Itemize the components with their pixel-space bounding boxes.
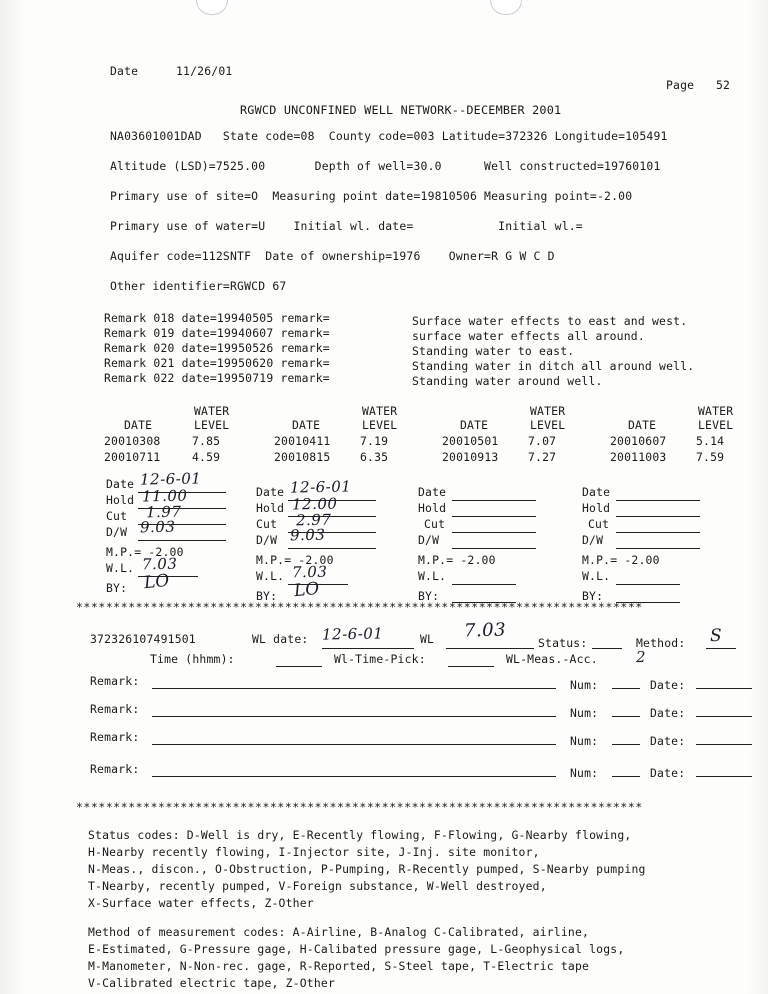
wl-col-3-row-0-date: 20010607 (610, 434, 667, 448)
form-1-cut-value[interactable]: 2.97 (295, 510, 332, 530)
form-3-dw-label: D/W (582, 533, 604, 547)
form-1-dw-label: D/W (256, 533, 278, 547)
form-0-dw-value[interactable]: 9.03 (139, 517, 176, 537)
remark-text-4: Standing water around well. (412, 374, 603, 388)
date-value: 11/26/01 (176, 64, 233, 78)
remark-label-1: Remark 019 date=19940607 remark= (104, 326, 330, 340)
entry-wl-label: WL (420, 632, 435, 646)
entry-remark-3-num-rule[interactable] (612, 776, 640, 777)
entry-remark-2-num-rule[interactable] (612, 744, 640, 745)
entry-wl-time-pick-rule (448, 666, 494, 667)
wl-col-2-row-0-level: 7.07 (528, 434, 557, 448)
entry-status-label: Status: (538, 636, 588, 650)
status-codes-line-0: Status codes: D-Well is dry, E-Recently flowing, F-Flowing, G-Nearby flowing, (88, 828, 632, 842)
wl-col-0-row-0-date: 20010308 (104, 434, 161, 448)
method-codes-line-1: E-Estimated, G-Pressure gage, H-Calibated pressure gage, L-Geophysical logs, (88, 942, 625, 956)
form-1-dw-value[interactable]: 9.03 (289, 525, 326, 545)
entry-remark-0-num-rule[interactable] (612, 688, 640, 689)
entry-remark-1-date-label: Date: (650, 706, 686, 720)
form-0-wl-label: W.L. (106, 561, 135, 575)
form-0-hold-label: Hold (106, 493, 135, 507)
form-3-by-label: BY: (582, 589, 604, 603)
wl-col-1-row-1-level: 6.35 (360, 450, 389, 464)
entry-status-rule (592, 648, 622, 649)
form-1-date-label: Date (256, 485, 285, 499)
form-0-date-label: Date (106, 477, 135, 491)
form-0-dw-rule (138, 540, 226, 541)
page-right-shadow (748, 0, 768, 994)
page-label: Page (666, 78, 695, 92)
wl-col-0-header-date: DATE (124, 418, 153, 432)
form-1-by-label: BY: (256, 589, 278, 603)
status-codes-line-3: T-Nearby, recently pumped, V-Foreign substance, W-Well destroyed, (88, 879, 547, 893)
page-value: 52 (716, 78, 731, 92)
entry-remark-1-num-label: Num: (570, 706, 599, 720)
entry-remark-3-date-label: Date: (650, 766, 686, 780)
entry-remark-2-label: Remark: (90, 730, 140, 744)
remark-label-3: Remark 021 date=19950620 remark= (104, 356, 330, 370)
form-2-mp-label: M.P.= -2.00 (418, 553, 496, 567)
form-0-by-signature[interactable]: LO (143, 570, 171, 594)
wl-col-2-header-level: LEVEL (530, 418, 566, 432)
entry-remark-3-label: Remark: (90, 762, 140, 776)
entry-time-label: Time (hhmm): (150, 652, 235, 666)
form-3-cut-rule (616, 532, 700, 533)
entry-remark-3-num-label: Num: (570, 766, 599, 780)
method-codes-line-0: Method of measurement codes: A-Airline, B-Analog C-Calibrated, airline, (88, 925, 590, 939)
entry-wl-date-label: WL date: (252, 632, 309, 646)
form-0-wl-value[interactable]: 7.03 (141, 554, 178, 574)
entry-remark-2-date-label: Date: (650, 734, 686, 748)
form-1-dw-rule (288, 548, 376, 549)
entry-wl-meas-acc-value[interactable]: 2 (635, 647, 647, 667)
wl-col-3-row-0-level: 5.14 (696, 434, 725, 448)
entry-wl-time-pick-label: Wl-Time-Pick: (334, 652, 426, 666)
form-2-by-label: BY: (418, 589, 440, 603)
star-divider-bottom: **************************************************************************** (76, 800, 643, 814)
form-3-hold-rule (616, 516, 700, 517)
remark-text-0: Surface water effects to east and west. (412, 314, 688, 328)
form-3-wl-label: W.L. (582, 569, 611, 583)
entry-wl-meas-acc-label: WL-Meas.-Acc. (506, 652, 598, 666)
entry-remark-0-label: Remark: (90, 674, 140, 688)
method-codes-line-2: M-Manometer, N-Non-rec. gage, R-Reported, S-Steel tape, T-Electric tape (88, 959, 590, 973)
form-1-wl-value[interactable]: 7.03 (291, 562, 328, 582)
site-line-5: Aquifer code=112SNTF Date of ownership=1976 Owner=R G W C D (110, 249, 555, 263)
entry-remark-0-date-label: Date: (650, 678, 686, 692)
wl-col-3-header-water: WATER (698, 404, 734, 418)
wl-col-3-header-level: LEVEL (698, 418, 734, 432)
remark-text-2: Standing water to east. (412, 344, 575, 358)
entry-wl-date-value[interactable]: 12-6-01 (321, 624, 384, 644)
punch-hole-right (490, 0, 522, 15)
entry-remark-3-date-rule[interactable] (696, 776, 752, 777)
form-0-hold-value[interactable]: 11.00 (141, 486, 188, 506)
star-divider-top: **************************************************************************** (76, 600, 643, 614)
entry-method-value[interactable]: S (709, 625, 723, 647)
status-codes-line-4: X-Surface water effects, Z-Other (88, 896, 314, 910)
form-1-date-value[interactable]: 12-6-01 (289, 477, 352, 497)
form-2-dw-rule (452, 548, 536, 549)
form-3-cut-label: Cut (588, 517, 610, 531)
wl-col-3-row-1-level: 7.59 (696, 450, 725, 464)
wl-col-0-row-1-level: 4.59 (192, 450, 221, 464)
entry-remark-1-num-rule[interactable] (612, 716, 640, 717)
punch-hole-left (196, 0, 228, 15)
form-2-hold-label: Hold (418, 501, 447, 515)
form-2-date-label: Date (418, 485, 447, 499)
entry-remark-2-num-label: Num: (570, 734, 599, 748)
wl-col-0-header-level: LEVEL (194, 418, 230, 432)
entry-wl-rule (446, 648, 534, 649)
form-1-hold-value[interactable]: 12.00 (291, 494, 338, 514)
form-2-wl-label: W.L. (418, 569, 447, 583)
form-3-wl-rule (616, 584, 680, 585)
status-codes-line-2: N-Meas., discon., O-Obstruction, P-Pumping, R-Recently pumped, S-Nearby pumping (88, 862, 646, 876)
site-line-3: Primary use of site=O Measuring point date=19810506 Measuring point=-2.00 (110, 189, 633, 203)
entry-remark-0-rule[interactable] (152, 688, 556, 689)
form-2-dw-label: D/W (418, 533, 440, 547)
entry-remark-0-date-rule[interactable] (696, 688, 752, 689)
form-0-cut-value[interactable]: 1.97 (145, 502, 182, 522)
site-line-4: Primary use of water=U Initial wl. date= Initial wl.= (110, 219, 583, 233)
entry-remark-1-date-rule[interactable] (696, 716, 752, 717)
site-line-6: Other identifier=RGWCD 67 (110, 279, 287, 293)
document-title: RGWCD UNCONFINED WELL NETWORK--DECEMBER 2001 (240, 103, 562, 117)
entry-method-rule (706, 648, 736, 649)
entry-method-label: Method: (636, 636, 686, 650)
wl-col-3-row-1-date: 20011003 (610, 450, 667, 464)
entry-remark-3-rule[interactable] (152, 776, 556, 777)
form-3-date-rule (616, 500, 700, 501)
wl-col-1-header-water: WATER (362, 404, 398, 418)
entry-remark-2-date-rule[interactable] (696, 744, 752, 745)
entry-remark-2-rule[interactable] (152, 744, 556, 745)
wl-col-2-header-water: WATER (530, 404, 566, 418)
wl-col-1-row-0-level: 7.19 (360, 434, 389, 448)
wl-col-1-row-1-date: 20010815 (274, 450, 331, 464)
entry-time-rule (276, 666, 322, 667)
method-codes-line-3: V-Calibrated electric tape, Z-Other (88, 976, 336, 990)
form-2-cut-rule (452, 532, 536, 533)
form-0-by-label: BY: (106, 581, 128, 595)
form-3-mp-label: M.P.= -2.00 (582, 553, 660, 567)
form-3-hold-label: Hold (582, 501, 611, 515)
remark-label-0: Remark 018 date=19940505 remark= (104, 311, 330, 325)
form-2-hold-rule (452, 516, 536, 517)
wl-col-3-header-date: DATE (628, 418, 657, 432)
entry-wl-date-rule (322, 648, 414, 649)
form-1-wl-label: W.L. (256, 569, 285, 583)
wl-col-0-row-1-date: 20010711 (104, 450, 161, 464)
form-1-by-signature[interactable]: LO (293, 578, 321, 602)
form-3-dw-rule (616, 548, 700, 549)
remark-text-1: surface water effects all around. (412, 329, 645, 343)
form-0-date-value[interactable]: 12-6-01 (139, 469, 202, 489)
entry-remark-1-label: Remark: (90, 702, 140, 716)
wl-col-1-row-0-date: 20010411 (274, 434, 331, 448)
wl-col-0-row-0-level: 7.85 (192, 434, 221, 448)
wl-col-2-row-1-date: 20010913 (442, 450, 499, 464)
entry-wl-value[interactable]: 7.03 (463, 619, 507, 642)
remark-text-3: Standing water in ditch all around well. (412, 359, 695, 373)
remark-label-2: Remark 020 date=19950526 remark= (104, 341, 330, 355)
form-1-cut-label: Cut (256, 517, 278, 531)
wl-col-0-header-water: WATER (194, 404, 230, 418)
remark-label-4: Remark 022 date=19950719 remark= (104, 371, 330, 385)
site-line-2: Altitude (LSD)=7525.00 Depth of well=30.0 Well constructed=19760101 (110, 159, 661, 173)
wl-col-1-header-level: LEVEL (362, 418, 398, 432)
site-line-1: NA03601001DAD State code=08 County code=003 Latitude=372326 Longitude=105491 (110, 129, 668, 143)
page-left-shadow (0, 0, 26, 994)
entry-remark-0-num-label: Num: (570, 678, 599, 692)
entry-remark-1-rule[interactable] (152, 716, 556, 717)
wl-col-2-header-date: DATE (460, 418, 489, 432)
form-2-wl-rule (452, 584, 516, 585)
wl-col-2-row-0-date: 20010501 (442, 434, 499, 448)
form-0-dw-label: D/W (106, 525, 128, 539)
wl-col-1-header-date: DATE (292, 418, 321, 432)
form-0-mp-label: M.P.= -2.00 (106, 545, 184, 559)
wl-col-2-row-1-level: 7.27 (528, 450, 557, 464)
form-2-cut-label: Cut (424, 517, 446, 531)
form-1-hold-label: Hold (256, 501, 285, 515)
status-codes-line-1: H-Nearby recently flowing, I-Injector site, J-Inj. site monitor, (88, 845, 540, 859)
form-0-cut-label: Cut (106, 509, 128, 523)
form-1-mp-label: M.P.= -2.00 (256, 553, 334, 567)
form-2-date-rule (452, 500, 536, 501)
date-label: Date (110, 64, 139, 78)
site-id-value: 372326107491501 (90, 632, 196, 646)
form-3-date-label: Date (582, 485, 611, 499)
